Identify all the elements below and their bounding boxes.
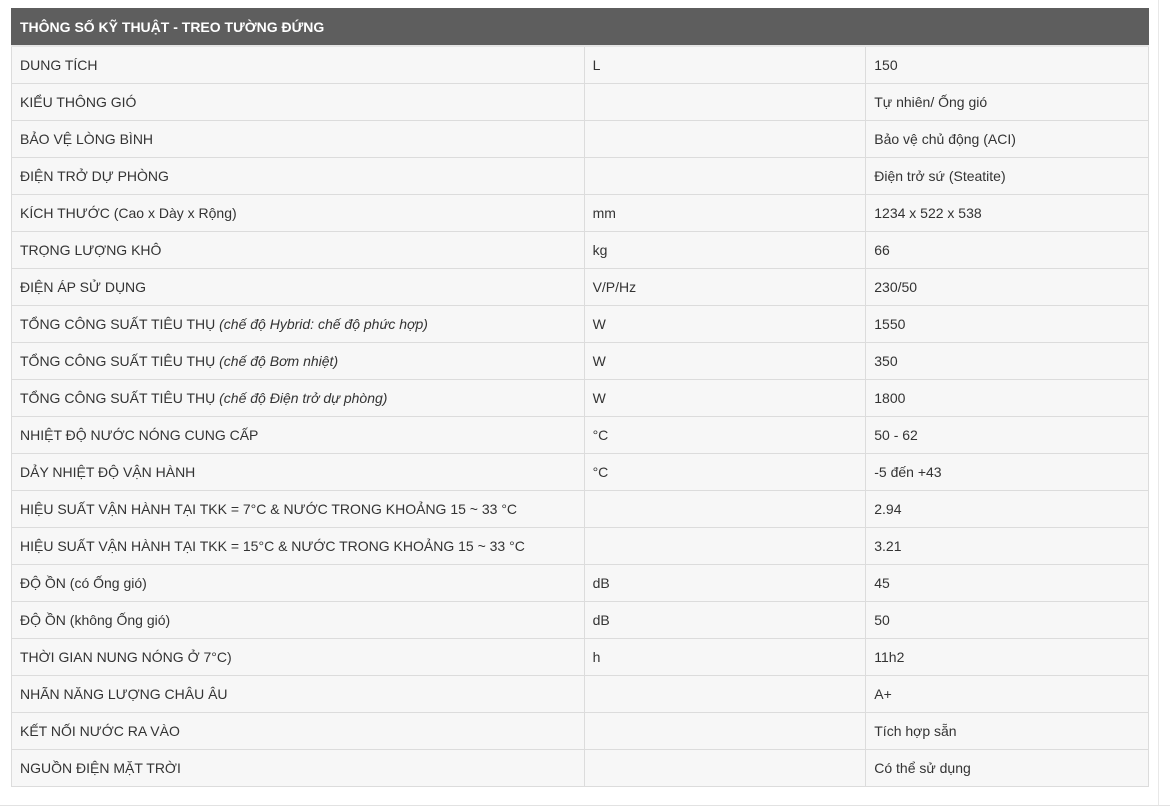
spec-name: HIỆU SUẤT VẬN HÀNH TẠI TKK = 7°C & NƯỚC TRONG KHOẢNG 15 ~ 33 °C — [20, 501, 518, 517]
spec-name-cell — [12, 269, 585, 306]
table-row — [12, 121, 1149, 158]
table-row — [12, 195, 1149, 232]
spec-unit: °C — [584, 454, 866, 491]
spec-unit: V/P/Hz — [584, 269, 866, 306]
spec-value: 1550 — [866, 306, 1149, 343]
spec-unit: W — [584, 380, 866, 417]
table-row — [12, 84, 1149, 121]
spec-name-cell — [12, 676, 585, 713]
spec-name-cell — [12, 380, 585, 417]
table-title: THÔNG SỐ KỸ THUẬT - TREO TƯỜNG ĐỨNG — [12, 9, 1149, 47]
spec-unit — [584, 158, 866, 195]
spec-unit: h — [584, 639, 866, 676]
spec-unit — [584, 491, 866, 528]
table-row — [12, 380, 1149, 417]
spec-name-cell — [12, 528, 585, 565]
table-row — [12, 46, 1149, 84]
table-row — [12, 269, 1149, 306]
table-row — [12, 639, 1149, 676]
spec-name: NHÃN NĂNG LƯỢNG CHÂU ÂU — [20, 686, 228, 702]
spec-unit — [584, 713, 866, 750]
table-row — [12, 417, 1149, 454]
spec-name: NHIỆT ĐỘ NƯỚC NÓNG CUNG CẤP — [20, 427, 259, 443]
spec-name-cell — [12, 158, 585, 195]
spec-name-cell — [12, 84, 585, 121]
spec-name-cell — [12, 602, 585, 639]
table-row — [12, 565, 1149, 602]
spec-value: Có thể sử dụng — [866, 750, 1149, 787]
table-row — [12, 306, 1149, 343]
spec-unit — [584, 528, 866, 565]
spec-name-cell — [12, 343, 585, 380]
spec-value: 150 — [866, 46, 1149, 84]
spec-name-cell — [12, 750, 585, 787]
spec-name: DUNG TÍCH — [20, 57, 98, 73]
spec-value: -5 đến +43 — [866, 454, 1149, 491]
table-row — [12, 713, 1149, 750]
spec-value: Tích hợp sẵn — [866, 713, 1149, 750]
spec-note: (chế độ Bơm nhiệt) — [219, 353, 339, 369]
spec-unit: mm — [584, 195, 866, 232]
spec-name-cell — [12, 417, 585, 454]
table-row — [12, 158, 1149, 195]
spec-value: 50 - 62 — [866, 417, 1149, 454]
spec-name: THỜI GIAN NUNG NÓNG Ở 7°C) — [20, 649, 232, 665]
spec-name-cell — [12, 46, 585, 84]
spec-unit: L — [584, 46, 866, 84]
spec-unit: W — [584, 306, 866, 343]
spec-value: 11h2 — [866, 639, 1149, 676]
table-row — [12, 454, 1149, 491]
spec-unit — [584, 84, 866, 121]
spec-name: TRỌNG LƯỢNG KHÔ — [20, 242, 162, 258]
spec-value: Bảo vệ chủ động (ACI) — [866, 121, 1149, 158]
spec-name-cell — [12, 565, 585, 602]
spec-name-cell — [12, 639, 585, 676]
spec-name-cell — [12, 306, 585, 343]
spec-name-cell — [12, 121, 585, 158]
spec-name: NGUỒN ĐIỆN MẶT TRỜI — [20, 760, 181, 776]
divider — [0, 805, 1170, 806]
spec-value: 45 — [866, 565, 1149, 602]
spec-value: 1234 x 522 x 538 — [866, 195, 1149, 232]
spec-value: 66 — [866, 232, 1149, 269]
table-body — [12, 46, 1149, 787]
table-row — [12, 491, 1149, 528]
spec-value: Điện trở sứ (Steatite) — [866, 158, 1149, 195]
table-row — [12, 602, 1149, 639]
spec-name: BẢO VỆ LÒNG BÌNH — [20, 131, 154, 147]
spec-value: 2.94 — [866, 491, 1149, 528]
divider — [1158, 0, 1159, 805]
table-header-row — [12, 9, 1149, 47]
table-row — [12, 528, 1149, 565]
table-row — [12, 676, 1149, 713]
spec-name-cell — [12, 454, 585, 491]
spec-name: TỔNG CÔNG SUẤT TIÊU THỤ — [20, 353, 220, 369]
spec-value: 230/50 — [866, 269, 1149, 306]
spec-value: 50 — [866, 602, 1149, 639]
spec-name: ĐỘ ỒN (không Ống gió) — [20, 612, 171, 628]
table-row — [12, 232, 1149, 269]
spec-name: KIỂU THÔNG GIÓ — [20, 94, 137, 110]
spec-name: TỔNG CÔNG SUẤT TIÊU THỤ — [20, 390, 220, 406]
spec-unit: kg — [584, 232, 866, 269]
spec-note: (chế độ Hybrid: chế độ phức hợp) — [219, 316, 428, 332]
spec-unit: °C — [584, 417, 866, 454]
spec-value: 3.21 — [866, 528, 1149, 565]
spec-unit — [584, 121, 866, 158]
spec-name: DẢY NHIỆT ĐỘ VẬN HÀNH — [20, 464, 196, 480]
spec-name-cell — [12, 232, 585, 269]
spec-name: TỔNG CÔNG SUẤT TIÊU THỤ — [20, 316, 220, 332]
spec-name-cell — [12, 713, 585, 750]
spec-value: A+ — [866, 676, 1149, 713]
spec-unit: dB — [584, 565, 866, 602]
spec-name: ĐỘ ỒN (có Ống gió) — [20, 575, 147, 591]
table-row — [12, 750, 1149, 787]
spec-note: (chế độ Điện trở dự phòng) — [219, 390, 388, 406]
spec-name: KÍCH THƯỚC (Cao x Dày x Rộng) — [20, 205, 237, 221]
spec-name-cell — [12, 491, 585, 528]
spec-name-cell — [12, 195, 585, 232]
spec-unit: W — [584, 343, 866, 380]
spec-name: KẾT NỐI NƯỚC RA VÀO — [20, 723, 180, 739]
spec-name: HIỆU SUẤT VẬN HÀNH TẠI TKK = 15°C & NƯỚC TRONG KHOẢNG 15 ~ 33 °C — [20, 538, 525, 554]
table-row — [12, 343, 1149, 380]
spec-table — [11, 8, 1149, 787]
spec-value: Tự nhiên/ Ống gió — [866, 84, 1149, 121]
spec-unit — [584, 750, 866, 787]
spec-unit — [584, 676, 866, 713]
spec-value: 1800 — [866, 380, 1149, 417]
spec-name: ĐIỆN TRỞ DỰ PHÒNG — [20, 168, 169, 184]
spec-name: ĐIỆN ÁP SỬ DỤNG — [20, 279, 147, 295]
spec-unit: dB — [584, 602, 866, 639]
spec-value: 350 — [866, 343, 1149, 380]
